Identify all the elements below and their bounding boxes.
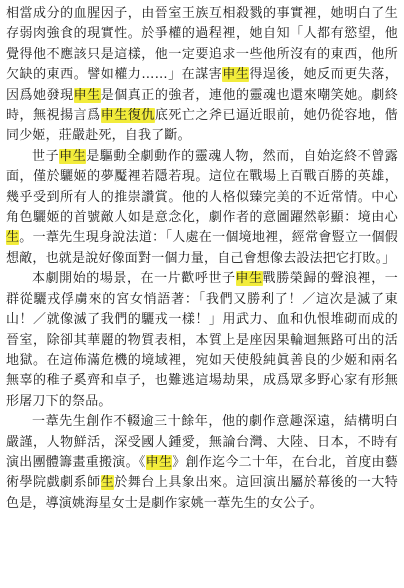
highlighted-term: 申生 (59, 148, 87, 164)
text-run: 是驅動全劇動作的靈魂人物，然而，自始迄終不曾露面，僅於驪姬的夢魘裡若隱若現。這位在戰場上百戰百勝的英雄，幾乎受到所有人的推崇讚賞。他的人格似臻完美的不近常情。中心角色驪姬的首號敵人如是意念化，劇作者的意圖躍然彰顯：境由心 (6, 148, 398, 226)
highlighted-term: 申生 (222, 67, 250, 83)
text-run: 。一葦先生現身說法道：「人處在一個境地裡，經常會豎立一個假想敵，也就是說好像面對一個力量，自己會想像去設法把它打敗。」 (6, 230, 398, 266)
text-run: 》創作迄今二十年，在台北，首度由藝術學院戲劇系師 (6, 454, 399, 491)
highlighted-term: 申生 (145, 454, 173, 470)
text-run: 一葦先生創作不輟逾三十餘年，他的劇作意趣深遠，結構明白嚴謹，人物鮮活，深受國人鍾愛，無論台灣、大陸、日本，不時有演出團體籌畫重搬演。《 (6, 414, 398, 470)
text-run: 本劇開始的場景，在一片歡呼世子 (32, 271, 236, 287)
paragraph-4 (6, 412, 398, 514)
paragraph-2 (6, 147, 398, 269)
text-run: 是個真正的強者，連他的靈魂也還來嘲笑她。劇終時，無視揚言爲 (6, 87, 398, 124)
highlighted-term: 申生 (235, 271, 263, 287)
paragraph-1 (6, 4, 398, 147)
text-run: 戰勝榮歸的聲浪裡，一群從驪戎俘虜來的宮女悄語著：「我們又勝利了！／這次是滅了東山！／就像滅了我們的驪戎一樣！」用武力、血和仇恨堆砌而成的晉室，除卻其華麗的物質表相，本質上是座因果輪迴無路可出的活地獄。在這佈滿危機的境域裡，宛如天使般純眞善良的少姬和兩名無辜的稚子奚齊和卓子，也難逃這場劫果，成爲眾多野心家有形無形屠刀下的祭品。 (6, 271, 398, 409)
text-run: 底死亡之斧已逼近眼前，她仍從容地，偕同少姬，莊嚴赴死，自我了斷。 (6, 108, 398, 144)
highlighted-term: 生 (6, 230, 20, 246)
text-run: 於舞台上具象出來。這回演出屬於幕後的一大特色是，導演姚海星女士是劇作家姚一葦先生的女公子。 (6, 475, 398, 511)
highlighted-term: 申生 (73, 87, 101, 103)
highlighted-term: 生 (100, 475, 115, 491)
text-run: 相當成分的血腥因子，由晉室王族互相殺戮的事實裡，她明白了生存弱肉強食的現實性。於爭權的過程裡，她自知「人都有慾望，他覺得他不應該只是這樣，他一定要追求一些他所沒有的東西，他所欠缺的東西。譬如權力……」在謀害 (6, 6, 398, 83)
text-run: 世子 (32, 148, 60, 164)
highlighted-term: 申生復仇 (100, 108, 155, 124)
text-run: 得逞後，她反而更失落，因爲她發現 (6, 67, 399, 103)
paragraph-3 (6, 269, 398, 412)
